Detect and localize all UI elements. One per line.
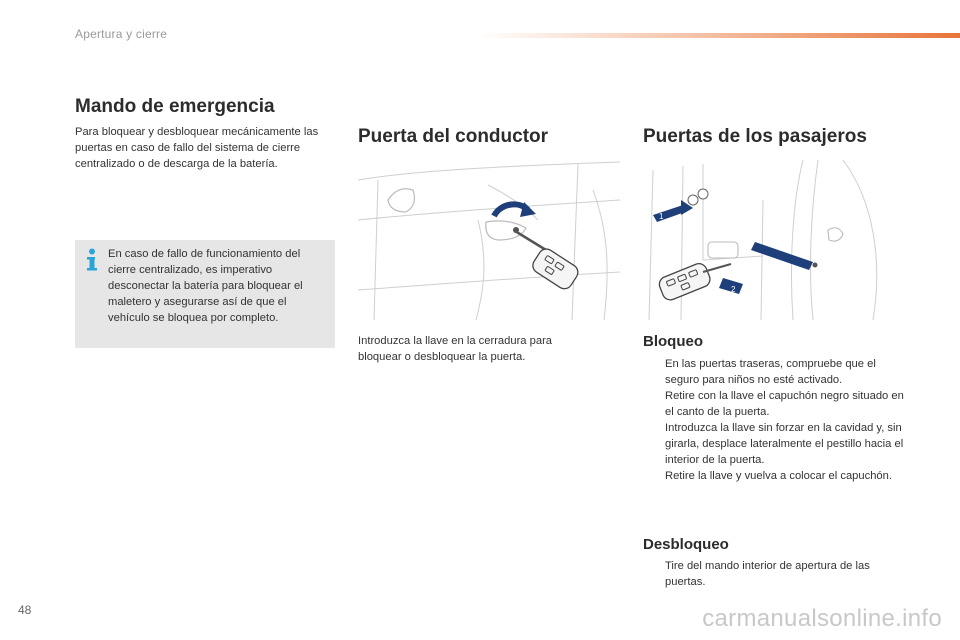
lock-steps-list <box>643 356 905 484</box>
header-accent-bar <box>478 33 960 38</box>
info-note-text: En caso de fallo de funcionamiento del cierre centralizado, es imperativo desconectar la batería para bloquear el maletero y asegurarse así de que el vehículo se bloquea por completo. <box>108 248 303 324</box>
marker-2: 2 <box>731 285 736 294</box>
list-item <box>643 420 905 468</box>
watermark: carmanualsonline.info <box>702 605 942 632</box>
info-icon <box>85 248 99 272</box>
list-item-text: En las puertas traseras, compruebe que el seguro para niños no esté activado. <box>665 358 876 386</box>
driver-door-illustration <box>358 160 620 320</box>
list-item <box>643 388 905 420</box>
unlock-subtitle: Desbloqueo <box>643 536 729 553</box>
list-item <box>643 468 905 484</box>
driver-door-caption: Introduzca la llave en la cerradura para bloquear o desbloquear la puerta. <box>358 335 553 363</box>
section-header: Apertura y cierre <box>75 27 168 41</box>
intro-paragraph: Para bloquear y desbloquear mecánicamente las puertas en caso de fallo del sistema de cierre centralizado o de descarga de la batería. <box>75 126 319 170</box>
page-number: 48 <box>18 603 32 617</box>
lock-subtitle: Bloqueo <box>643 333 703 350</box>
page-title: Mando de emergencia <box>75 96 275 117</box>
passenger-door-illustration <box>643 160 901 320</box>
list-item-text: Tire del mando interior de apertura de las puertas. <box>665 560 870 588</box>
unlock-steps-list <box>643 558 905 590</box>
list-item-text: Introduzca la llave sin forzar en la cavidad y, sin girarla, desplace lateralmente el pestillo hacia el interior de la puerta. <box>665 422 904 466</box>
list-item <box>643 356 905 388</box>
list-item-text: Retire la llave y vuelva a colocar el capuchón. <box>665 470 892 482</box>
passenger-doors-title: Puertas de los pasajeros <box>643 126 867 147</box>
list-item <box>643 558 905 590</box>
marker-1: 1 <box>659 212 664 221</box>
info-note-box <box>75 240 335 348</box>
list-item-text: Retire con la llave el capuchón negro situado en el canto de la puerta. <box>665 390 904 418</box>
driver-door-title: Puerta del conductor <box>358 126 549 147</box>
